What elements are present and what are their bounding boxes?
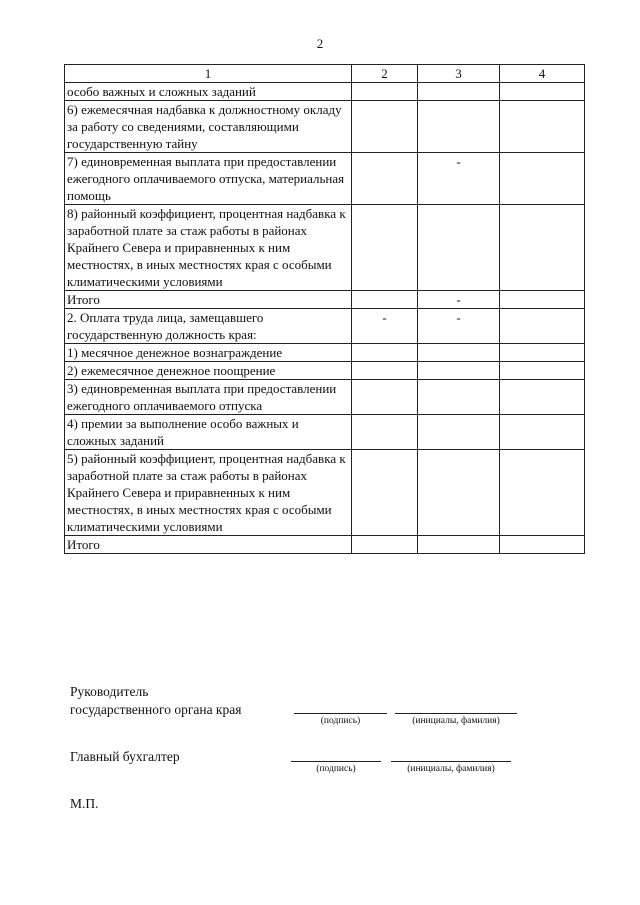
cell — [500, 153, 585, 205]
table-row — [65, 153, 585, 205]
table-row — [65, 205, 585, 291]
head-initials-caption: (инициалы, фамилия) — [412, 716, 500, 726]
cell — [352, 344, 418, 362]
cell — [500, 536, 585, 554]
head-title-line2: государственного органа края — [70, 702, 242, 717]
table-row — [65, 536, 585, 554]
cell: - — [418, 153, 500, 205]
chief-accountant-title: Главный бухгалтер — [70, 749, 180, 764]
cell — [352, 205, 418, 291]
payment-table — [64, 64, 585, 554]
header-cell: 2 — [352, 65, 418, 83]
cell — [352, 450, 418, 536]
head-signature-line — [294, 713, 387, 714]
cell — [500, 344, 585, 362]
cell: - — [418, 309, 500, 344]
row-label: 8) районный коэффициент, процентная надбавка к заработной плате за стаж работы в районах Крайнего Севера и приравненных к ним местностях, в иных местностях края с особыми климатическими условиями — [65, 205, 352, 291]
cell — [352, 83, 418, 101]
cell — [500, 415, 585, 450]
head-signature-caption: (подпись) — [320, 716, 361, 726]
table-row — [65, 380, 585, 415]
row-label: 6) ежемесячная надбавка к должностному окладу за работу со сведениями, составляющими государственную тайну — [65, 101, 352, 153]
row-label: 4) премии за выполнение особо важных и сложных заданий — [65, 415, 352, 450]
table-row — [65, 362, 585, 380]
head-title-line1: Руководитель — [70, 684, 149, 699]
cell — [500, 362, 585, 380]
row-label: Итого — [65, 536, 352, 554]
cell — [418, 380, 500, 415]
row-label: 2. Оплата труда лица, замещавшего государственную должность края: — [65, 309, 352, 344]
accountant-signature-caption: (подпись) — [316, 764, 356, 774]
cell — [352, 362, 418, 380]
page-number: 2 — [316, 36, 324, 51]
table-row — [65, 415, 585, 450]
row-label: 3) единовременная выплата при предоставлении ежегодного оплачиваемого отпуска — [65, 380, 352, 415]
cell — [418, 450, 500, 536]
stamp-place: М.П. — [70, 796, 99, 811]
table-row — [65, 344, 585, 362]
cell — [352, 536, 418, 554]
row-label: особо важных и сложных заданий — [65, 83, 352, 101]
cell: - — [352, 309, 418, 344]
cell — [418, 415, 500, 450]
header-cell: 3 — [418, 65, 500, 83]
cell: - — [418, 291, 500, 309]
accountant-signature-line — [291, 761, 381, 762]
cell — [500, 83, 585, 101]
accountant-initials-line — [391, 761, 511, 762]
cell — [418, 205, 500, 291]
cell — [352, 153, 418, 205]
cell — [352, 415, 418, 450]
table-header-row — [65, 65, 585, 83]
header-cell: 4 — [500, 65, 585, 83]
cell — [352, 101, 418, 153]
row-label: 5) районный коэффициент, процентная надбавка к заработной плате за стаж работы в районах Крайнего Севера и приравненных к ним местностях, в иных местностях края с особыми климатическими условиями — [65, 450, 352, 536]
cell — [500, 309, 585, 344]
cell — [418, 536, 500, 554]
cell — [500, 291, 585, 309]
cell — [500, 380, 585, 415]
cell — [500, 205, 585, 291]
cell — [500, 450, 585, 536]
table-row — [65, 83, 585, 101]
row-label: 1) месячное денежное вознаграждение — [65, 344, 352, 362]
row-label: Итого — [65, 291, 352, 309]
head-initials-line — [395, 713, 517, 714]
cell — [418, 101, 500, 153]
cell — [418, 83, 500, 101]
table-row — [65, 309, 585, 344]
accountant-initials-caption: (инициалы, фамилия) — [407, 764, 495, 774]
cell — [352, 380, 418, 415]
cell — [352, 291, 418, 309]
table-row — [65, 101, 585, 153]
cell — [418, 362, 500, 380]
cell — [500, 101, 585, 153]
table-row — [65, 450, 585, 536]
header-cell: 1 — [65, 65, 352, 83]
row-label: 7) единовременная выплата при предоставлении ежегодного оплачиваемого отпуска, материальная помощь — [65, 153, 352, 205]
row-label: 2) ежемесячное денежное поощрение — [65, 362, 352, 380]
cell — [418, 344, 500, 362]
table-row — [65, 291, 585, 309]
